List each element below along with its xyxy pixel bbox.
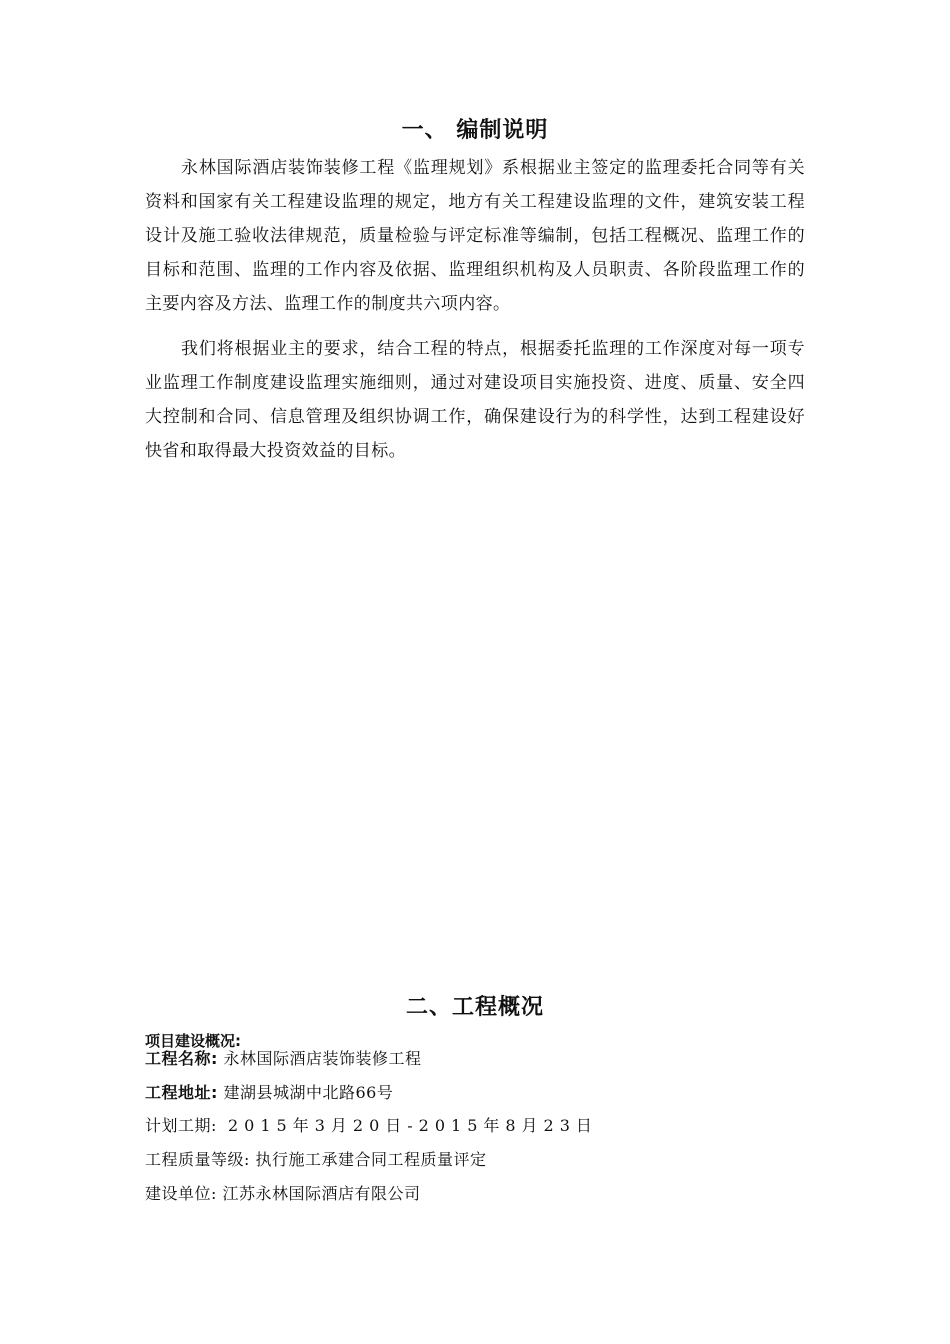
info-row-project-name: [145, 1046, 422, 1069]
section-title-project-overview: 二、工程概况: [405, 995, 544, 1020]
info-value: 建湖县城湖中北路66号: [217, 1083, 394, 1102]
info-row-schedule: [145, 1113, 598, 1136]
info-value: 2015年3月20日-2015年8月23日: [216, 1116, 598, 1135]
info-value: 江苏永林国际酒店有限公司: [216, 1184, 421, 1203]
project-overview-subheading: 项目建设概况:: [145, 1032, 241, 1050]
info-row-quality-grade: [145, 1147, 487, 1170]
info-label: 工程名称:: [145, 1049, 218, 1068]
section-title-compilation-notes: 一、 编制说明: [401, 118, 549, 143]
info-row-developer: [145, 1181, 421, 1204]
info-value: 永林国际酒店装饰装修工程: [217, 1049, 422, 1068]
paragraph-2: 我们将根据业主的要求，结合工程的特点，根据委托监理的工作深度对每一项专业监理工作制度建设监理实施细则，通过对建设项目实施投资、进度、质量、安全四大控制和合同、信息管理及组织协调工作，确保建设行为的科学性，达到工程建设好快省和取得最大投资效益的目标。: [145, 339, 805, 461]
info-label: 建设单位:: [145, 1184, 217, 1203]
info-label: 计划工期:: [145, 1116, 217, 1135]
info-label: 工程地址:: [145, 1083, 218, 1102]
info-row-project-address: [145, 1080, 393, 1103]
paragraph-1: 永林国际酒店装饰装修工程《监理规划》系根据业主签定的监理委托合同等有关资料和国家有关工程建设监理的规定，地方有关工程建设监理的文件，建筑安装工程设计及施工验收法律规范，质量检验与评定标准等编制，包括工程概况、监理工作的目标和范围、监理的工作内容及依据、监理组织机构及人员职责、各阶段监理工作的主要内容及方法、监理工作的制度共六项内容。: [145, 158, 805, 314]
info-value: 执行施工承建合同工程质量评定: [249, 1150, 487, 1169]
info-label: 工程质量等级:: [145, 1150, 250, 1169]
